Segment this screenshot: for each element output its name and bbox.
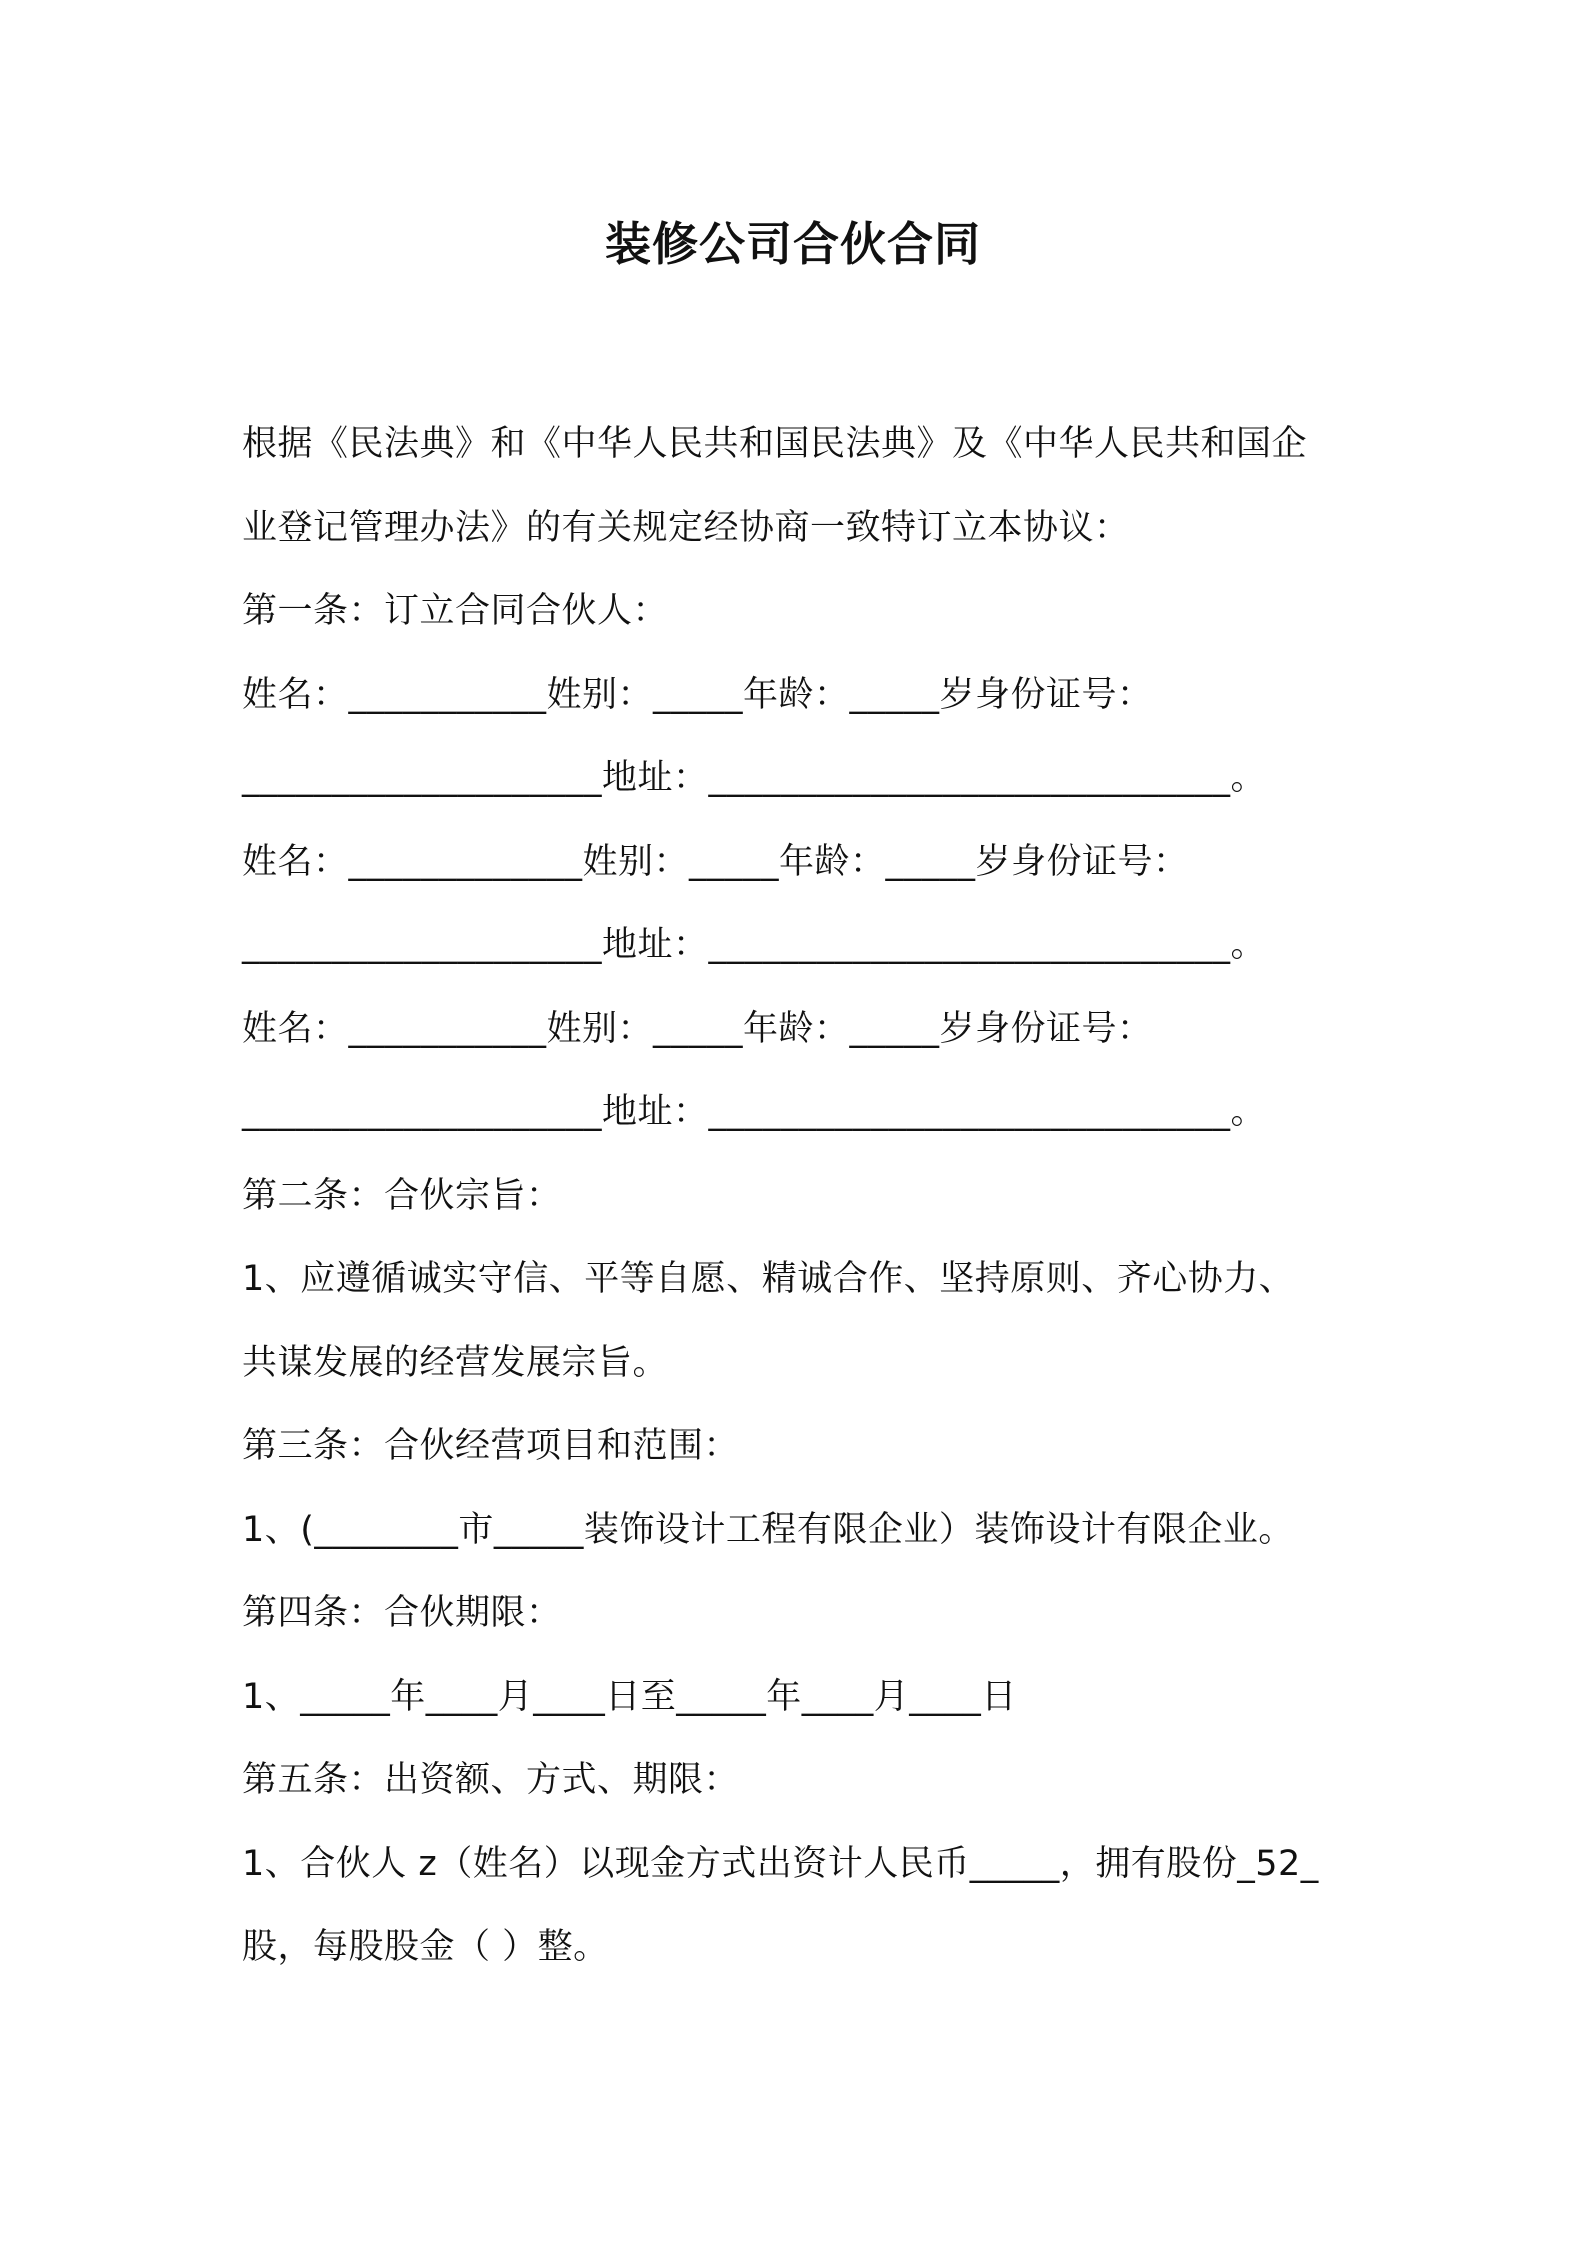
partner-1-name-line: 姓名：___________姓别：_____年龄：_____岁身份证号： xyxy=(242,674,1153,715)
article-3-heading: 第三条：合伙经营项目和范围： xyxy=(242,1426,740,1466)
partner-3-name-line: 姓名：___________姓别：_____年龄：_____岁身份证号： xyxy=(242,1008,1153,1049)
article-2-heading: 第二条：合伙宗旨： xyxy=(242,1175,562,1216)
partner-2-name-line: 姓名：_____________姓别：_____年龄：_____岁身份证号： xyxy=(242,841,1189,882)
article-5-item-1-line-1: 1、合伙人 z（姓名）以现金方式出资计人民币_____，拥有股份_52_ xyxy=(242,1843,1319,1884)
article-4-item-1: 1、_____年____月____日至_____年____月____日 xyxy=(242,1676,1017,1717)
intro-line-2: 业登记管理办法》的有关规定经协商一致特订立本协议： xyxy=(242,507,1130,548)
article-3-item-1: 1、(________市_____装饰设计工程有限企业）装饰设计有限企业。 xyxy=(242,1509,1294,1550)
article-2-item-1-line-1: 1、应遵循诚实守信、平等自愿、精诚合作、坚持原则、齐心协力、 xyxy=(242,1259,1295,1299)
partner-1-address-line: ____________________地址：_____________________________。 xyxy=(242,758,1267,798)
partner-3-address-line: ____________________地址：_____________________________。 xyxy=(242,1092,1267,1132)
article-1-heading: 第一条：订立合同合伙人： xyxy=(242,591,669,631)
intro-line-1: 根据《民法典》和《中华人民共和国民法典》及《中华人民共和国企 xyxy=(242,424,1308,464)
article-5-item-1-line-2: 股，每股股金（ ）整。 xyxy=(242,1927,609,1967)
article-5-heading: 第五条：出资额、方式、期限： xyxy=(242,1760,740,1800)
article-2-item-1-line-2: 共谋发展的经营发展宗旨。 xyxy=(242,1342,669,1383)
partner-2-address-line: ____________________地址：_____________________________。 xyxy=(242,925,1267,965)
article-4-heading: 第四条：合伙期限： xyxy=(242,1593,562,1633)
document-title: 装修公司合伙合同 xyxy=(605,217,981,271)
document-body xyxy=(242,403,1362,1990)
